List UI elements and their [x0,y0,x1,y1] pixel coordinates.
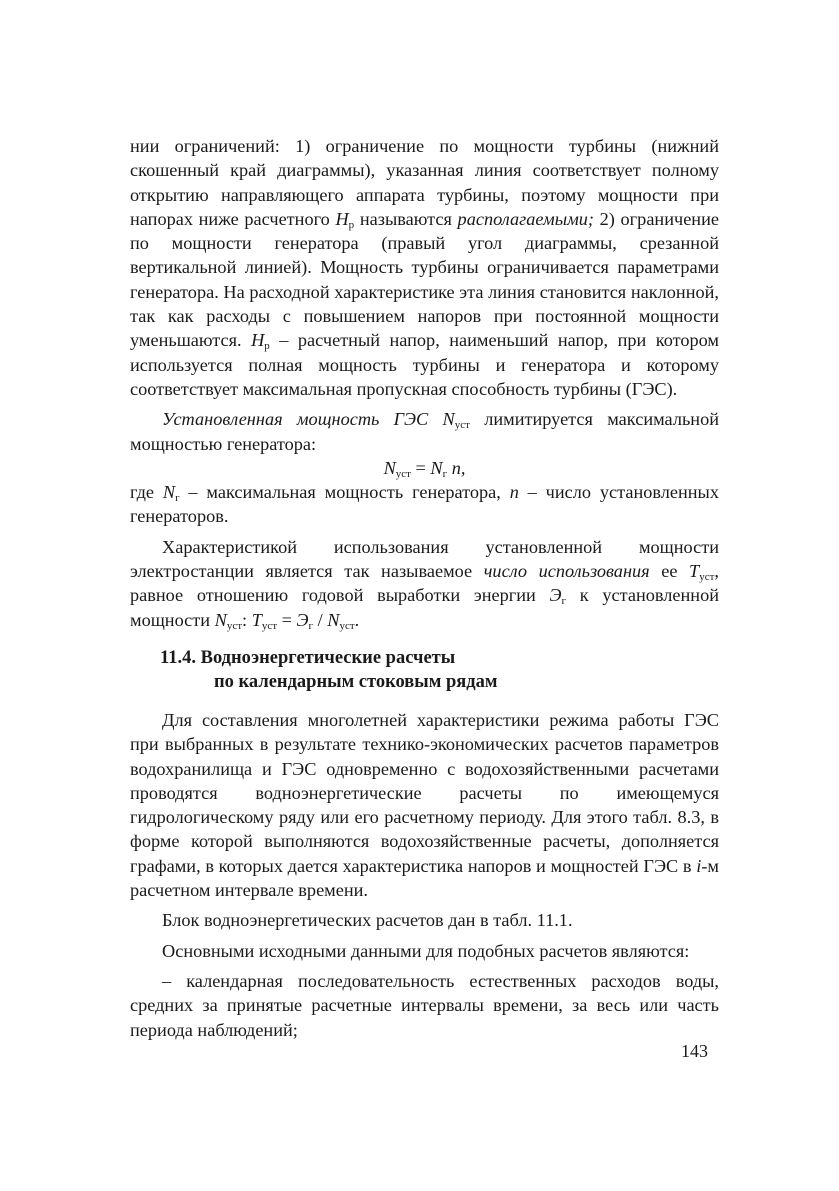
paragraph-where: где $N_г$ – максимальная мощность генератора, n – число установленных генераторов. [130,482,719,527]
section-heading [130,646,719,694]
paragraph-usage-number: Характеристикой использования установленной мощности электростанции является так называемое число использования ее $T_{уст}$, равное отношению годовой выработки энергии $Э_г$ к установленной мощности $N_{уст}$: $T_{уст} = Э_г / N_{уст}$. [130,536,719,632]
paragraph-constraints: нии ограничений: 1) ограничение по мощности турбины (нижний скошенный край диаграммы), указанная линия соответствует полному открытию направляющего аппарата турбины, поэтому мощности при напорах ниже расчетного $H_р$ называются располагаемыми; 2) ограничение по мощности генератора (правый угол диаграммы, срезанной вертикальной линией). Мощность турбины ограничивается параметрами генератора. На расходной характеристике эта линия становится наклонной, так как расходы с повышением напоров при постоянной мощности уменьшаются. $H_р$ – расчетный напор, наименьший напор, при котором используется полная мощность турбины и генератора и которому соответствует максимальная пропускная способность турбины (ГЭС). [130,136,720,399]
paragraph-calculations: Для составления многолетней характеристики режима работы ГЭС при выбранных в результате технико-экономических расчетов параметров водохранилища и ГЭС одновременно с водохозяйственными расчетами проводятся водноэнергетические расчеты по имеющемуся гидрологическому ряду или его расчетному периоду. Для этого табл. 8.3, в форме которой выполняются водохозяйственные расчеты, дополняется графами, в которых дается характеристика напоров и мощностей ГЭС в i-м расчетном интервале времени. [130,709,719,901]
page-number: 143 [681,1041,708,1061]
body-text [130,134,719,1042]
list-item-flow-sequence: – календарная последовательность естественных расходов воды, средних за принятые расчетные интервалы времени, за весь или часть периода наблюдений; [130,970,719,1040]
section-heading-line2: по календарным стоковым рядам [214,671,498,692]
paragraph-table-ref: Блок водноэнергетических расчетов дан в табл. 11.1. [162,910,573,931]
section-heading-line1: 11.4. Водноэнергетические расчеты [160,647,456,668]
formula-installed-capacity: $N_{уст} = N_г$ n, [383,457,466,480]
paragraph-installed-capacity: Установленная мощность ГЭС $N_{уст}$ лимитируется максимальной мощностью генератора: [130,409,719,454]
paragraph-input-data: Основными исходными данными для подобных расчетов являются: [162,940,690,961]
